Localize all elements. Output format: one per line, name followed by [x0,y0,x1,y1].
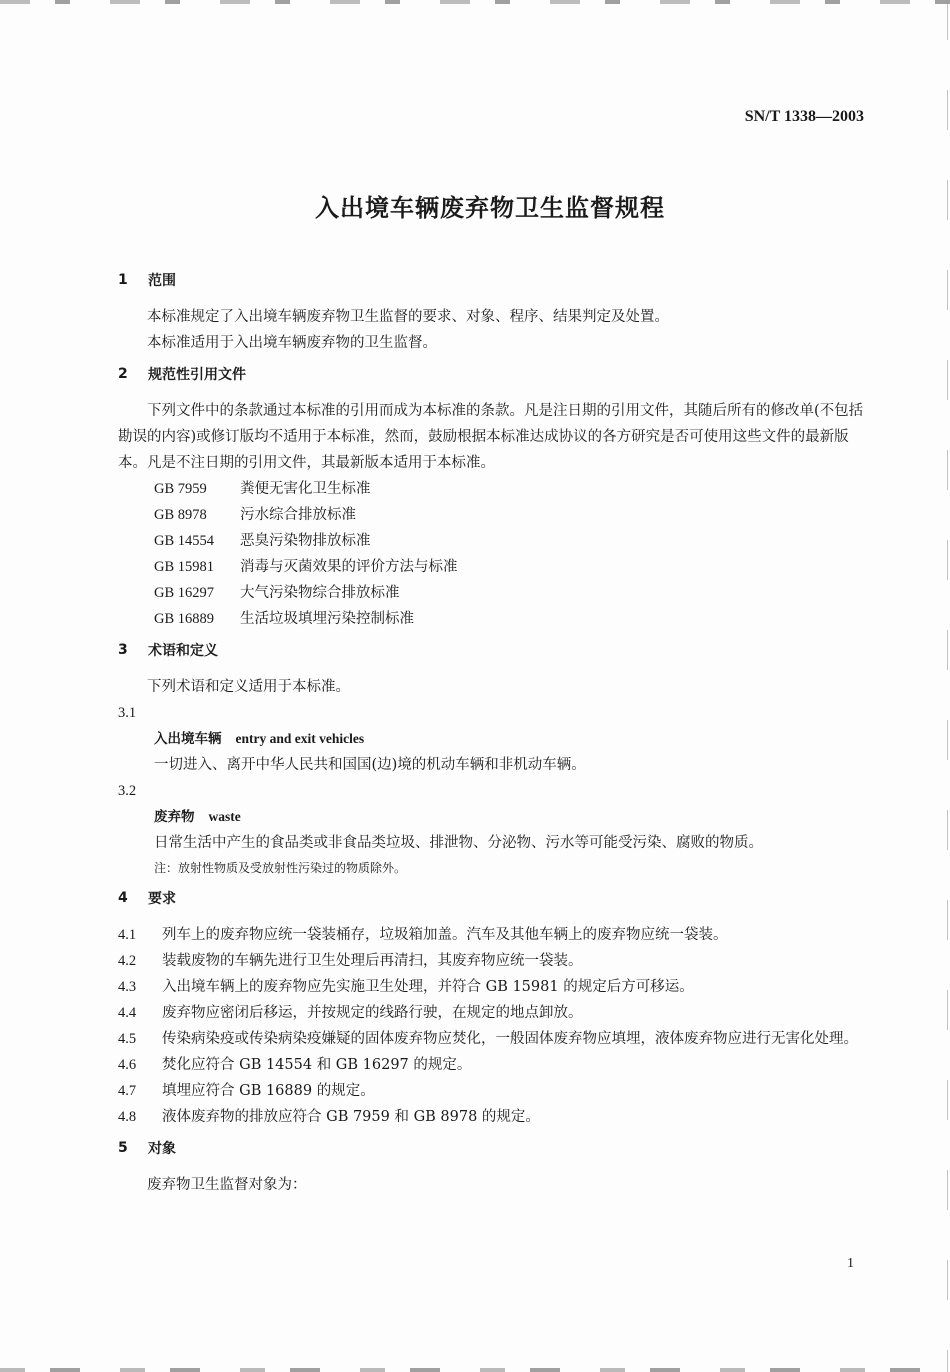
term-note: 注：放射性物质及受放射性污染过的物质除外。 [154,861,407,875]
requirement-text: 焚化应符合 GB 14554 和 GB 16297 的规定。 [162,1057,472,1073]
page-number: 1 [847,1256,854,1271]
paragraph: 下列术语和定义适用于本标准。 [147,679,350,695]
section-heading-5 [118,1138,864,1158]
requirement-item [118,1052,864,1078]
section-heading-3 [118,640,864,660]
section-number: 3 [118,642,128,658]
document-title: 入出境车辆废弃物卫生监督规程 [315,194,665,222]
reference-item [118,502,864,528]
requirement-text: 传染病染疫或传染病染疫嫌疑的固体废弃物应焚化，一般固体废弃物应填埋，液体废弃物应进行无害化处理。 [162,1031,858,1047]
paragraph: 本标准规定了入出境车辆废弃物卫生监督的要求、对象、程序、结果判定及处置。 [147,309,669,325]
scan-edge-bottom [0,1368,950,1372]
reference-name: 恶臭污染物排放标准 [240,533,371,549]
requirement-number: 4.7 [118,1083,137,1099]
section-heading-1 [118,270,864,290]
section-title: 要求 [148,891,176,907]
section-title: 对象 [148,1141,176,1157]
term-number: 3.2 [118,783,137,799]
term-definition: 一切进入、离开中华人民共和国国(边)境的机动车辆和非机动车辆。 [154,757,586,773]
requirement-item [118,1104,864,1130]
requirement-item [118,948,864,974]
requirement-text: 入出境车辆上的废弃物应先实施卫生处理，并符合 GB 15981 的规定后方可移运。 [162,979,694,995]
requirement-number: 4.5 [118,1031,137,1047]
term-zh: 入出境车辆 [154,731,222,747]
section-number: 2 [118,366,128,382]
reference-code: GB 15981 [154,559,215,575]
paragraph: 下列文件中的条款通过本标准的引用而成为本标准的条款。凡是注日期的引用文件，其随后所有的修改单(不包括勘误的内容)或修订版均不适用于本标准，然而，鼓励根据本标准达成协议的各方研究是否可使用这些文件的最新版本。凡是不注日期的引用文件，其最新版本适用于本标准。 [118,403,864,471]
term-en: waste [208,809,241,824]
requirement-text: 装载废物的车辆先进行卫生处理后再清扫，其废弃物应统一袋装。 [162,953,583,969]
reference-name: 污水综合排放标准 [240,507,356,523]
section-title: 术语和定义 [148,643,218,659]
requirement-item [118,974,864,1000]
reference-item [118,476,864,502]
requirement-item [118,1000,864,1026]
term-heading [118,726,864,752]
section-number: 5 [118,1140,128,1156]
reference-name: 消毒与灭菌效果的评价方法与标准 [240,559,458,575]
reference-item [118,606,864,632]
reference-item [118,580,864,606]
reference-item [118,554,864,580]
section-number: 1 [118,272,128,288]
requirement-text: 列车上的废弃物应统一袋装桶存，垃圾箱加盖。汽车及其他车辆上的废弃物应统一袋装。 [162,927,728,943]
requirement-number: 4.1 [118,927,137,943]
requirement-number: 4.6 [118,1057,137,1073]
reference-code: GB 7959 [154,481,207,497]
term-definition: 日常生活中产生的食品类或非食品类垃圾、排泄物、分泌物、污水等可能受污染、腐败的物质。 [154,835,763,851]
term-number: 3.1 [118,705,137,721]
paragraph: 本标准适用于入出境车辆废弃物的卫生监督。 [147,335,437,351]
requirement-text: 液体废弃物的排放应符合 GB 7959 和 GB 8978 的规定。 [162,1109,540,1125]
reference-code: GB 14554 [154,533,215,549]
term-heading [118,804,864,830]
reference-code: GB 8978 [154,507,207,523]
requirement-number: 4.3 [118,979,137,995]
document-body [118,270,864,1198]
requirement-number: 4.8 [118,1109,137,1125]
requirement-item [118,1026,864,1052]
requirement-item [118,1078,864,1104]
section-heading-4 [118,888,864,908]
reference-name: 大气污染物综合排放标准 [240,585,400,601]
reference-name: 粪便无害化卫生标准 [240,481,371,497]
reference-code: GB 16889 [154,611,215,627]
section-title: 规范性引用文件 [148,367,246,383]
requirement-number: 4.2 [118,953,137,969]
standard-code: SN/T 1338—2003 [744,108,864,125]
requirement-item [118,922,864,948]
section-number: 4 [118,890,128,906]
reference-item [118,528,864,554]
term-en: entry and exit vehicles [235,731,365,746]
reference-code: GB 16297 [154,585,215,601]
scan-edge-top [0,0,950,4]
paragraph: 废弃物卫生监督对象为： [147,1177,307,1193]
reference-name: 生活垃圾填埋污染控制标准 [240,611,414,627]
requirement-text: 废弃物应密闭后移运，并按规定的线路行驶，在规定的地点卸放。 [162,1005,583,1021]
term-zh: 废弃物 [154,809,195,825]
requirement-number: 4.4 [118,1005,137,1021]
section-heading-2 [118,364,864,384]
section-title: 范围 [148,273,176,289]
requirement-text: 填埋应符合 GB 16889 的规定。 [162,1083,375,1099]
